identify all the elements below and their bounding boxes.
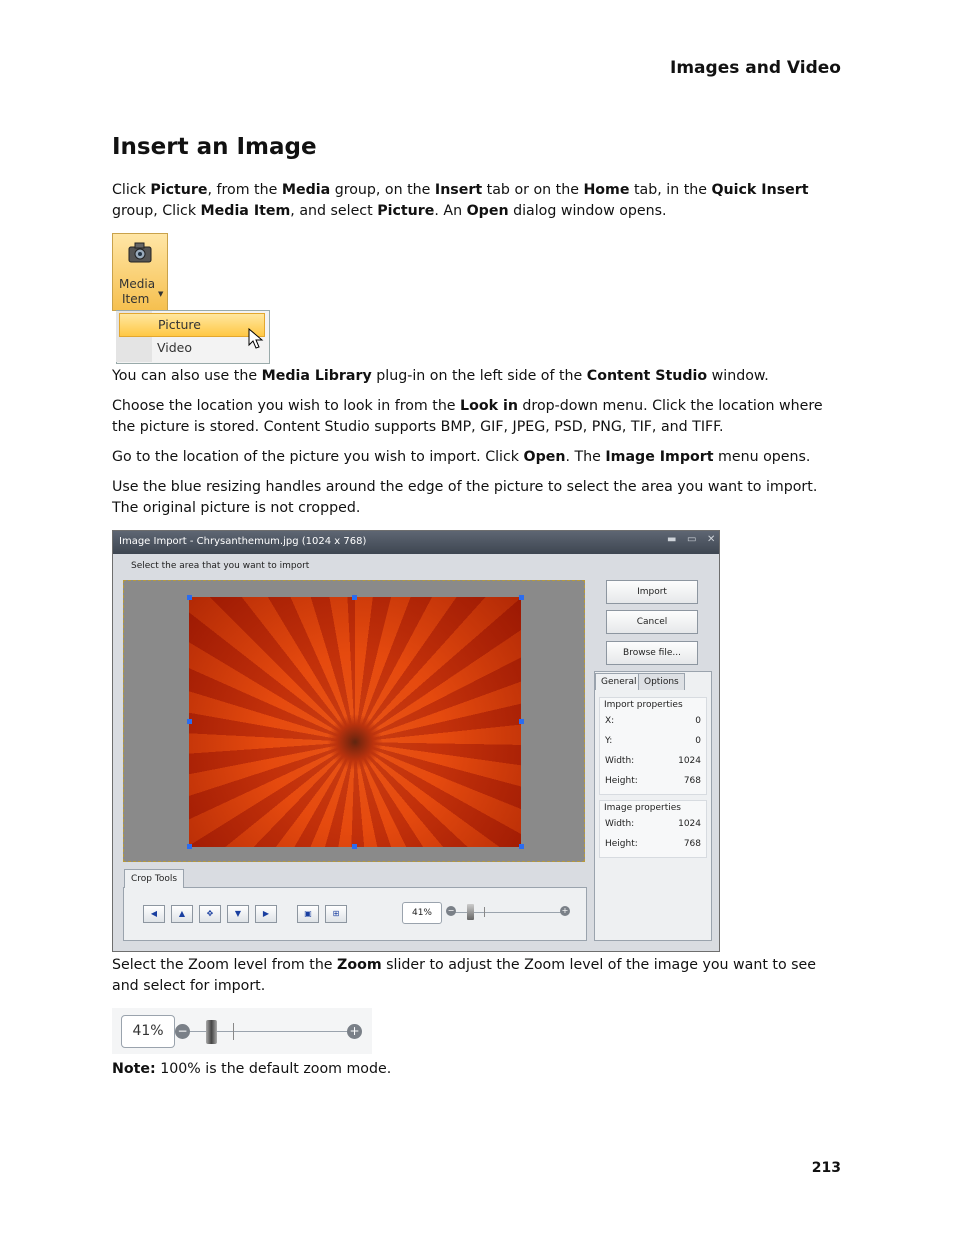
maximize-icon[interactable]: ▭ [687, 534, 697, 545]
page-title: Insert an Image [112, 134, 317, 160]
chrysanthemum-photo[interactable] [189, 597, 521, 847]
menu-item-picture[interactable]: Picture [119, 313, 265, 337]
zoom-level-field[interactable]: 41% [402, 902, 442, 924]
resize-handle-top-right[interactable] [519, 595, 524, 600]
resize-handle-top[interactable] [352, 595, 357, 600]
note-label: Note: [112, 1061, 156, 1077]
zoom-in-icon[interactable]: + [347, 1024, 362, 1039]
browse-file-button[interactable]: Browse file... [606, 641, 698, 665]
center-icon[interactable]: ✥ [199, 905, 221, 923]
menu-item-video[interactable]: Video [157, 340, 193, 355]
zoom-in-icon[interactable]: + [561, 906, 569, 915]
zoom-slider-thumb[interactable] [467, 904, 474, 920]
tab-crop-tools[interactable]: Crop Tools [124, 869, 184, 888]
close-icon[interactable]: ✕ [707, 534, 716, 545]
resize-handle-top-left[interactable] [187, 595, 192, 600]
paragraph-zoom: Select the Zoom level from the Zoom slider to adjust the Zoom level of the image you want to see and select for import. [112, 957, 817, 994]
tab-options[interactable]: Options [638, 673, 685, 690]
camera-icon [127, 240, 153, 264]
paragraph-media-library: You can also use the Media Library plug-in on the left side of the Content Studio window. [112, 368, 769, 384]
media-item-label-line1: Media [119, 277, 156, 291]
cancel-button[interactable]: Cancel [606, 610, 698, 634]
note-text: 100% is the default zoom mode. [155, 1061, 392, 1077]
align-right-icon[interactable]: ▶ [255, 905, 277, 923]
zoom-out-icon[interactable]: − [447, 906, 455, 915]
note [112, 1059, 840, 1080]
import-button[interactable]: Import [606, 580, 698, 604]
tab-general[interactable]: General [595, 673, 642, 690]
dialog-title: Image Import - Chrysanthemum.jpg (1024 x 768) [119, 536, 367, 547]
mouse-cursor-icon [248, 328, 264, 350]
section-header: Images and Video [670, 58, 841, 78]
ribbon-media-item-screenshot [112, 233, 269, 363]
image-properties-label: Image properties [604, 803, 681, 813]
paragraph-insert-steps: Click Picture, from the Media group, on the Insert tab or on the Home tab, in the Quick Insert group, Click Media Item, and select Picture. An Open dialog window opens. [112, 182, 809, 219]
actual-size-icon[interactable]: ⊞ [325, 905, 347, 923]
align-top-icon[interactable]: ▲ [171, 905, 193, 923]
resize-handle-left[interactable] [187, 719, 192, 724]
dropdown-arrow-icon: ▼ [158, 290, 164, 298]
fit-to-screen-icon[interactable]: ▣ [297, 905, 319, 923]
media-item-label-line2: Item [122, 292, 150, 306]
image-import-dialog [112, 530, 720, 952]
zoom-level-field[interactable]: 41% [121, 1015, 175, 1048]
import-properties-label: Import properties [604, 700, 683, 710]
zoom-slider-thumb[interactable] [206, 1020, 217, 1044]
resize-handle-bottom-right[interactable] [519, 844, 524, 849]
image-canvas [123, 580, 585, 862]
align-left-icon[interactable]: ◀ [143, 905, 165, 923]
image-properties-group: Image properties Width: 1024 Height: 768 [599, 800, 707, 858]
paragraph-resizing-handles: Use the blue resizing handles around the edge of the picture to select the area you want to import. The original picture is not cropped. [112, 479, 818, 516]
minimize-icon[interactable]: ▬ [667, 534, 677, 545]
resize-handle-right[interactable] [519, 719, 524, 724]
zoom-slider-screenshot [112, 1008, 372, 1054]
page-number: 213 [811, 1160, 841, 1176]
dialog-instruction: Select the area that you want to import [131, 561, 310, 571]
media-item-button[interactable] [112, 233, 168, 311]
align-bottom-icon[interactable]: ▼ [227, 905, 249, 923]
paragraph-open: Go to the location of the picture you wish to import. Click Open. The Image Import menu opens. [112, 449, 811, 465]
import-properties-group: Import properties X: 0 Y: 0 Width: 1024 Height: 768 [599, 697, 707, 795]
resize-handle-bottom-left[interactable] [187, 844, 192, 849]
resize-handle-bottom[interactable] [352, 844, 357, 849]
zoom-out-icon[interactable]: − [175, 1024, 190, 1039]
paragraph-look-in: Choose the location you wish to look in from the Look in drop-down menu. Click the location where the picture is stored. Content Studio supports BMP, GIF, JPEG, PSD, PNG, TIF, and TIFF. [112, 398, 823, 435]
dialog-titlebar [113, 531, 719, 554]
